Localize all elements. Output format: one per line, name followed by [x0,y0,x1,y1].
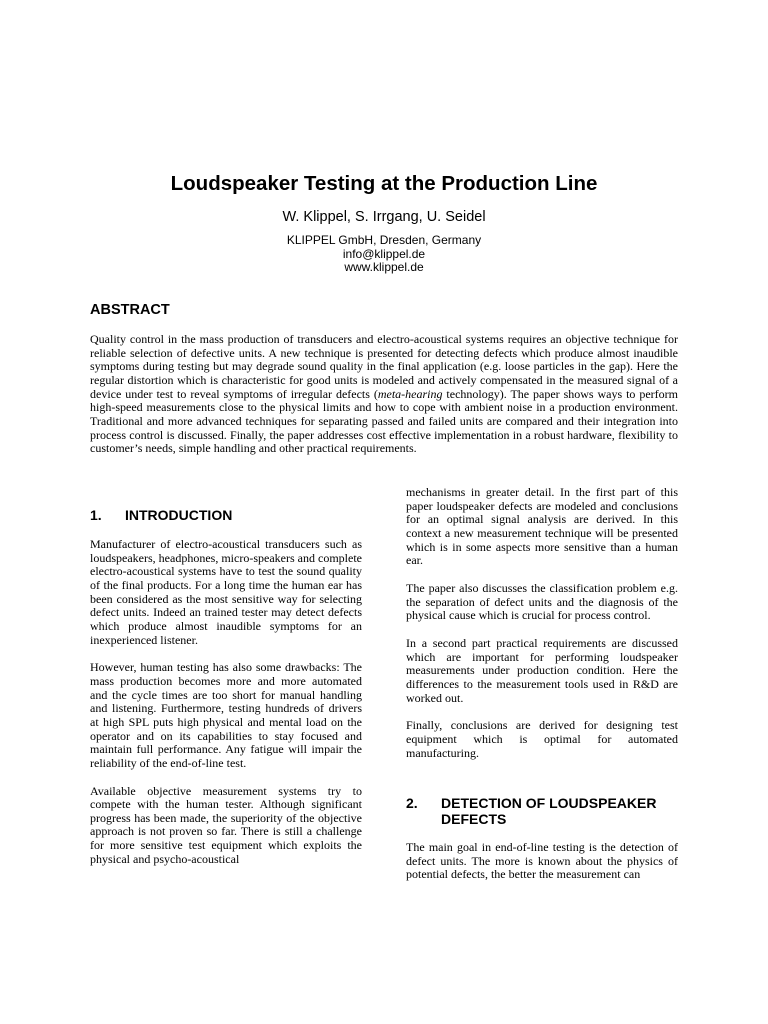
right-column [406,486,678,760]
left-column [90,538,362,866]
affiliation: KLIPPEL GmbH, Dresden, Germany [286,233,482,247]
paper-authors: W. Klippel, S. Irrgang, U. Seidel [282,209,486,225]
section-2-heading [406,795,696,827]
section-1-number: 1. [90,507,102,523]
section-2-title-line1: DETECTION OF LOUDSPEAKER [441,795,657,811]
section-1-heading [90,507,232,523]
abstract-text [90,333,678,456]
paragraph: Finally, conclusions are derived for designing test equipment which is optimal for automated manufacturing. [406,718,678,760]
email: info@klippel.de [342,246,426,261]
abstract-italic-term: meta-hearing [377,386,443,401]
paragraph: However, human testing has also some drawbacks: The mass production becomes more and more automated and the cycle times are too short for manual handling and listening. Furthermore, testing hundreds of drivers at high SPL puts high physical and mental load on the operator and on its capabilities to stay focused and maintain full performance. Any fatigue will impair the reliability of the end-of-line test. [90,660,362,770]
paragraph: Available objective measurement systems try to compete with the human tester. Although significant progress has been made, the superiority of the objective approach is not proven so far. There is still a challenge for more sensitive test equipment which exploits the physical and psycho-acoustical [90,783,362,866]
website: www.klippel.de [344,260,424,274]
section-1-title: INTRODUCTION [125,507,233,523]
section-2-title-line2: DEFECTS [441,811,507,827]
section-2-number: 2. [406,795,418,811]
affiliation-block [0,234,768,275]
paragraph: mechanisms in greater detail. In the first part of this paper loudspeaker defects are modeled and conclusions for an optimal signal analysis are derived. In this context a new measurement technique will be presented which is in some aspects more sensitive than a human ear. [406,485,678,568]
abstract-heading: ABSTRACT [90,302,170,318]
paper-title: Loudspeaker Testing at the Production Line [170,172,598,195]
abstract-text-part2: technology). The paper shows ways to perform high-speed measurements close to the physical limits and how to cope with ambient noise in a production environment. Traditional and more advanced techniques for separating passed and failed units are compared and their integration into process control is discussed. Finally, the paper addresses cost effective implementation in a robust hardware, flexibility to customer’s needs, simple handling and other practical requirements. [90,386,678,456]
paragraph: The paper also discusses the classification problem e.g. the separation of defect units and the diagnosis of the physical cause which is crucial for process control. [406,580,678,623]
abstract-text-part1: Quality control in the mass production of transducers and electro-acoustical systems requires an objective technique for reliable selection of defective units. A new technique is presented for detecting defects which produce almost inaudible symptoms during testing but may degrade sound quality in the final application (e.g. loose particles in the gap). Here the regular distortion which is characteristic for good units is modeled and actively compensated in the measured signal of a device under test to reveal symptoms of irregular defects ( [90,332,678,401]
paragraph: Manufacturer of electro-acoustical transducers such as loudspeakers, headphones, micro-speakers and complete electro-acoustical systems have to test the sound quality of the final products. For a long time the human ear has been considered as the most sensitive way for selecting defect units. Indeed an trained tester may detect defects which produce almost inaudible symptoms for an inexperienced listener. [90,537,362,647]
paragraph: In a second part practical requirements are discussed which are important for performing loudspeaker measurements under production condition. Here the differences to the measurement tools used in R&D are worked out. [406,635,678,705]
paragraph: The main goal in end-of-line testing is the detection of defect units. The more is known about the physics of potential defects, the better the measurement can [406,840,678,882]
